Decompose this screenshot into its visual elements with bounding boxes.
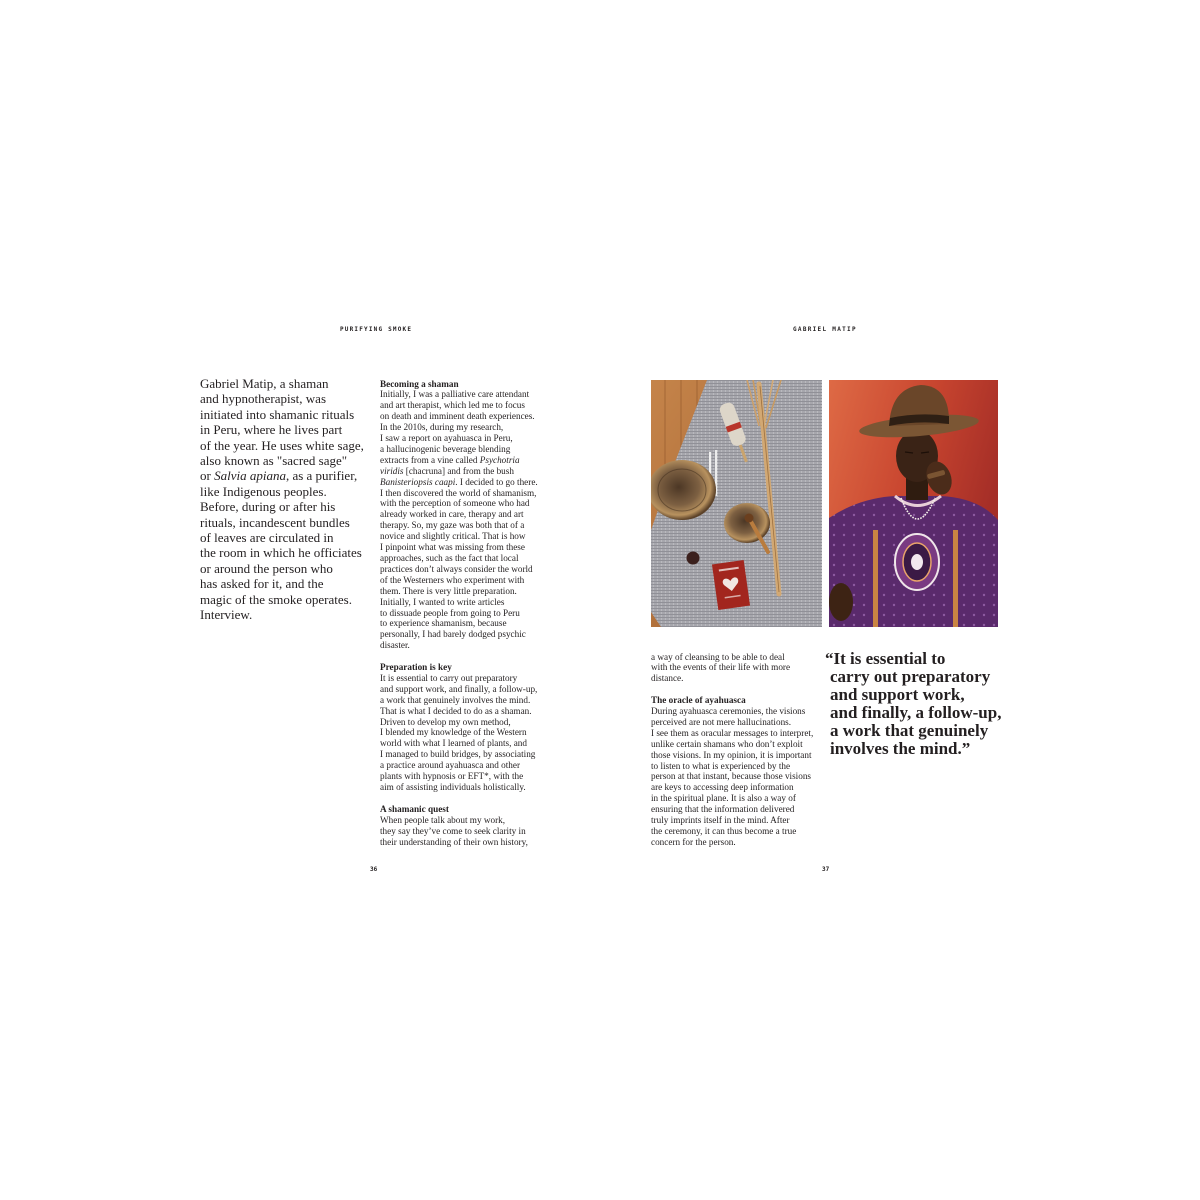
text-line: I see them as oracular messages to interpret, [651,727,814,738]
text-line: Initially, I was a palliative care attendant [380,389,530,400]
text-line: and hypnotherapist, was [200,391,327,407]
text-line: plants with hypnosis or EFT*, with the [380,771,524,782]
text-segment: extracts from a vine called [380,454,480,465]
text-line: disaster. [380,640,410,651]
section-body [651,652,823,685]
text-line: on death and imminent death experiences. [380,411,535,422]
text-line: to experience shamanism, because [380,618,507,629]
text-line: their understanding of their own history, [380,836,528,847]
text-line: of the year. He uses white sage, [200,437,364,453]
text-line [380,466,545,477]
photo-portrait [829,380,998,627]
text-line: carry out preparatory [830,667,991,686]
text-line: world with what I learned of plants, and [380,738,527,749]
text-line: with the perception of someone who had [380,498,530,509]
text-line: practices don’t always consider the world [380,563,533,574]
text-line: Interview. [200,607,253,623]
text-line: initiated into shamanic rituals [200,406,355,422]
section-body [380,389,545,651]
shirt-trim [953,530,958,627]
running-head-right: GABRIEL MATIP [793,325,857,333]
text-line: and support work, and finally, a follow-up, [380,683,538,694]
text-line: I then discovered the world of shamanism, [380,487,537,498]
text-line: are keys to accessing deep information [651,782,794,793]
dark-stone [687,552,700,565]
raised-hand [829,583,853,621]
section-body [651,706,823,848]
text-line: During ayahuasca ceremonies, the visions [651,706,806,717]
text-line [380,477,545,488]
text-line: I managed to build bridges, by associating [380,749,536,760]
text-line: unlike certain shamans who don’t exploit [651,738,803,749]
running-head-left: PURIFYING SMOKE [340,325,413,333]
text-line [380,455,545,466]
section-heading: Preparation is key [380,662,452,673]
text-line: and art therapist, which led me to focus [380,400,525,411]
text-line: to dissuade people from going to Peru [380,607,520,618]
text-line: Before, during or after his [200,499,336,515]
text-line: with the events of their life with more [651,662,791,673]
page-number-right: 37 [822,865,830,873]
text-line: truly imprints itself in the mind. After [651,815,790,826]
intro-paragraph [200,376,364,623]
text-line: “It is essential to [825,649,946,668]
text-line: a hallucinogenic beverage blending [380,443,511,454]
mallet-head [745,514,754,523]
text-line: I blended my knowledge of the Western [380,727,527,738]
text-line: approaches, such as the fact that local [380,553,519,563]
section-body [380,815,545,848]
photo-ritual-objects [651,380,822,627]
text-line: In the 2010s, during my research, [380,422,504,433]
text-line [200,468,364,483]
italic-text: Salvia apiana [214,468,286,484]
section-a-shamanic-quest [380,804,545,848]
text-line: therapy. So, my gaze was both that of a [380,520,525,531]
text-line: the room in which he officiates [200,545,362,561]
text-line: concern for the person. [651,836,736,847]
text-line: That is what I decided to do as a shaman. [380,705,532,716]
text-line: Driven to develop my own method, [380,716,511,727]
section-preparation-is-key [380,662,545,793]
text-line: I pinpoint what was missing from these [380,542,525,553]
red-card-box [712,560,750,610]
shirt-trim [873,530,878,627]
text-line: personally, I had barely dodged psychic [380,629,526,640]
text-line: involves the mind.” [830,739,971,758]
page-number-left: 36 [370,865,378,873]
text-line: those visions. In my opinion, it is important [651,749,812,760]
text-line: ensuring that the information delivered [651,804,795,815]
text-line: also known as "sacred sage" [200,453,348,469]
text-line: a way of cleansing to be able to deal [651,651,785,662]
body-column-right [651,652,823,848]
text-line: Initially, I wanted to write articles [380,596,505,607]
text-line: them. There is very little preparation. [380,585,517,596]
text-line: and support work, [830,685,965,704]
text-line: of leaves are circulated in [200,530,334,546]
body-column-left [380,379,545,848]
text-line: rituals, incandescent bundles [200,514,350,530]
text-line: in the spiritual plane. It is also a way of [651,793,796,804]
text-segment: or [200,468,215,484]
text-line: in Peru, where he lives part [200,422,343,438]
text-line: a work that genuinely involves the mind. [380,694,531,705]
italic-text: viridis [380,465,404,476]
medallion-center [911,554,923,570]
text-line: a practice around ayahuasca and other [380,760,521,771]
text-line: or around the person who [200,560,333,576]
text-line: distance. [651,673,684,684]
text-line: novice and slightly critical. That is how [380,531,526,542]
portrait-image [829,380,998,627]
section-heading: A shamanic quest [380,803,449,814]
text-line: like Indigenous peoples. [200,483,327,499]
text-line: the ceremony, it can thus become a true [651,825,797,836]
text-line: of the Westerners who experiment with [380,574,525,585]
text-line: magic of the smoke operates. [200,591,352,607]
italic-text: Psychotria [479,454,520,465]
text-line: already worked in care, therapy and art [380,509,524,520]
section-heading: The oracle of ayahuasca [651,695,746,706]
section-oracle-of-ayahuasca [651,695,823,848]
ritual-objects-image [651,380,822,627]
section-heading: Becoming a shaman [380,378,459,389]
text-line: and finally, a follow-up, [830,703,1002,722]
text-line: It is essential to carry out preparatory [380,672,518,683]
italic-text: Banisteriopsis caapi [380,476,456,487]
text-segment: . I decided to go there. [455,476,538,487]
text-line: they say they’ve come to seek clarity in [380,825,526,836]
text-line: Gabriel Matip, a shaman [200,376,329,391]
text-line: has asked for it, and the [200,576,324,592]
text-line: person at that instant, because those visions [651,771,811,782]
text-line: to listen to what is experienced by the [651,760,791,771]
text-segment: , as a purifier, [285,468,358,484]
pull-quote [825,649,1002,758]
text-line: When people talk about my work, [380,814,506,825]
section-body [380,673,545,793]
text-line: a work that genuinely [830,721,989,740]
text-segment: [chacruna] and from the bush [403,465,514,476]
section-becoming-a-shaman [380,379,545,652]
singing-bowl-small [724,503,770,543]
continued-text [651,652,823,685]
text-line: perceived are not mere hallucinations. [651,716,792,727]
text-line: I saw a report on ayahuasca in Peru, [380,433,513,444]
text-line: aim of assisting individuals holistically. [380,782,526,793]
